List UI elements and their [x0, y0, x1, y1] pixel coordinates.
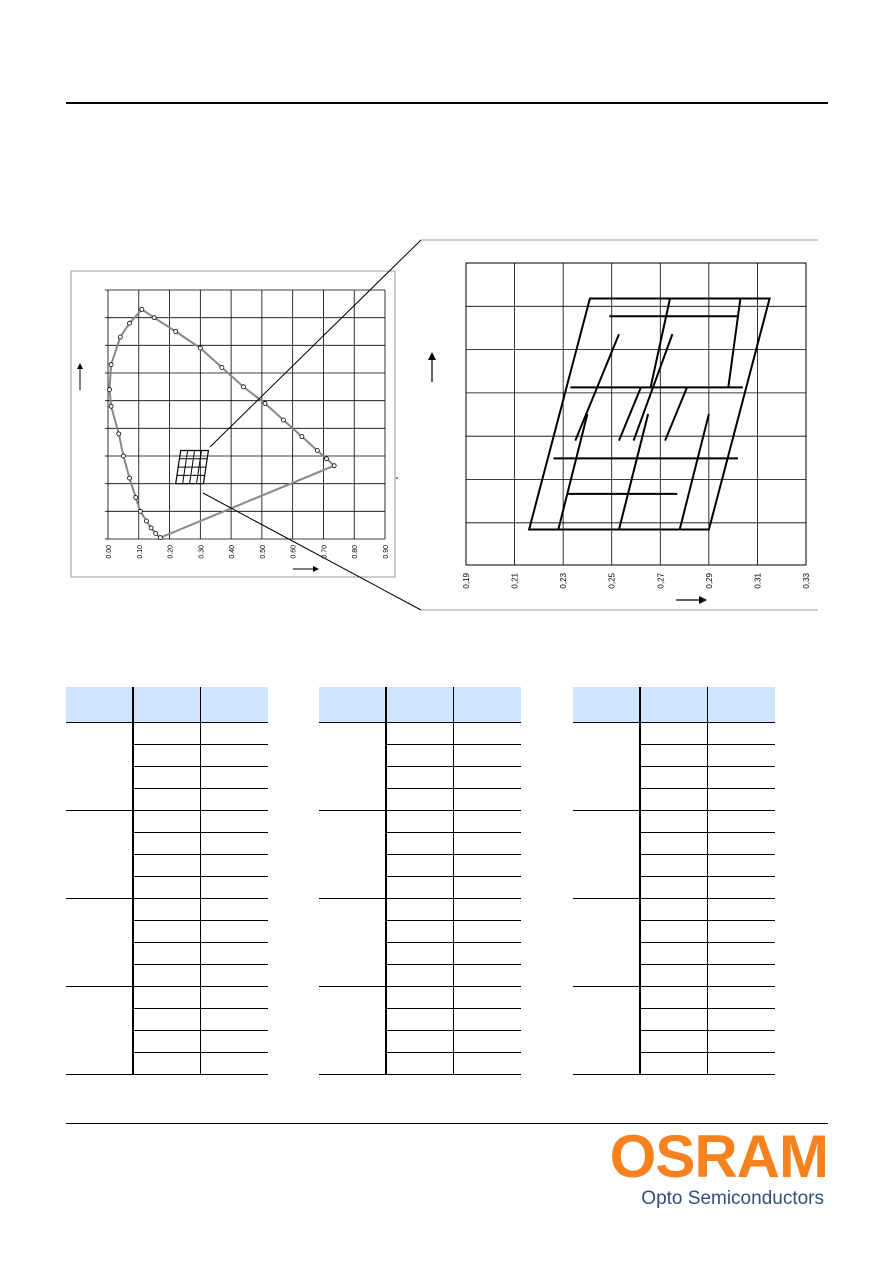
table-cell: [201, 899, 269, 921]
table-cell: [386, 745, 454, 767]
table-cell: [454, 789, 522, 811]
locus-point: [109, 363, 113, 367]
table-cell: [133, 745, 201, 767]
locus-point: [158, 536, 162, 540]
table-cell: [454, 855, 522, 877]
bin-divider: [728, 299, 740, 388]
table-cell: [708, 921, 776, 943]
table-cell: [386, 965, 454, 987]
table-cell: [201, 965, 269, 987]
group-cell: [573, 723, 640, 811]
locus-point: [315, 448, 319, 452]
locus-point: [281, 418, 285, 422]
table-row: [573, 899, 775, 921]
bin-table-3: [573, 687, 775, 1075]
table-cell: [201, 811, 269, 833]
table-cell: [640, 855, 708, 877]
x-tick-label: 0.50: [259, 545, 267, 559]
locus-point: [300, 435, 304, 439]
group-cell: [573, 987, 640, 1075]
table-cell: [454, 877, 522, 899]
group-cell: [66, 723, 133, 811]
group-cell: [319, 811, 386, 899]
locus-point: [332, 464, 336, 468]
x-tick-label: 0,33: [802, 573, 811, 589]
table-row: [573, 987, 775, 1009]
table-cell: [201, 745, 269, 767]
locus-point: [325, 457, 329, 461]
table-cell: [640, 767, 708, 789]
table-cell: [708, 723, 776, 745]
x-tick-label: 0,27: [656, 573, 666, 589]
plot-border: [466, 263, 806, 565]
group-cell: [573, 811, 640, 899]
table-cell: [386, 943, 454, 965]
table-cell: [454, 833, 522, 855]
table-header-cell: [454, 687, 522, 723]
table-cell: [133, 833, 201, 855]
table-header-row: [573, 687, 775, 723]
x-tick-label: 0,29: [704, 573, 714, 589]
table-cell: [201, 855, 269, 877]
table-cell: [640, 1053, 708, 1075]
locus-point: [117, 432, 121, 436]
locus-point: [220, 365, 224, 369]
table-cell: [133, 987, 201, 1009]
table-row: [319, 811, 521, 833]
table-cell: [386, 767, 454, 789]
table-row: [573, 811, 775, 833]
bin-divider: [680, 414, 709, 530]
table-cell: [708, 855, 776, 877]
locus-point: [138, 509, 142, 513]
group-cell: [66, 987, 133, 1075]
locus-point: [174, 330, 178, 334]
table-header-cell: [573, 687, 640, 723]
x-tick-label: 0,25: [607, 573, 617, 589]
group-cell: [319, 987, 386, 1075]
table-cell: [640, 965, 708, 987]
table-cell: [708, 1009, 776, 1031]
table-cell: [454, 899, 522, 921]
table-cell: [201, 1009, 269, 1031]
table-cell: [640, 987, 708, 1009]
table-cell: [454, 943, 522, 965]
table-cell: [133, 855, 201, 877]
bin-divider: [665, 387, 687, 440]
locus-point: [198, 346, 202, 350]
group-cell: [319, 899, 386, 987]
table-cell: [708, 1053, 776, 1075]
locus-point: [128, 476, 132, 480]
y-axis-arrowhead: [77, 363, 83, 369]
table-cell: [133, 767, 201, 789]
table-cell: [386, 899, 454, 921]
table-cell: [133, 1031, 201, 1053]
table-cell: [201, 943, 269, 965]
table-header-cell: [66, 687, 133, 723]
table-header-row: [66, 687, 268, 723]
logo-wordmark: OSRAM: [609, 1123, 828, 1190]
x-tick-label: 0.30: [198, 545, 206, 559]
table-cell: [386, 723, 454, 745]
table-cell: [640, 943, 708, 965]
table-header-cell: [319, 687, 386, 723]
x-tick-label: 0.80: [352, 545, 360, 559]
purple-line: [160, 466, 334, 538]
table-header-cell: [133, 687, 201, 723]
table-cell: [133, 723, 201, 745]
bin-table-1: [66, 687, 268, 1075]
table-cell: [454, 745, 522, 767]
table-cell: [640, 723, 708, 745]
x-tick-label: 0.70: [321, 545, 329, 559]
locus-point: [134, 496, 138, 500]
locus-point: [144, 519, 148, 523]
table-cell: [201, 1031, 269, 1053]
table-cell: [386, 921, 454, 943]
table-cell: [454, 987, 522, 1009]
locus-point: [149, 526, 153, 530]
table-cell: [133, 1053, 201, 1075]
table-cell: [640, 921, 708, 943]
table-cell: [201, 877, 269, 899]
x-tick-label: 0.40: [229, 545, 237, 559]
table-cell: [640, 877, 708, 899]
table-header-row: [319, 687, 521, 723]
bin-divider: [558, 414, 587, 530]
table-cell: [133, 877, 201, 899]
locus-point: [128, 321, 132, 325]
bin-table-2: [319, 687, 521, 1075]
table-cell: [201, 987, 269, 1009]
table-cell: [454, 1031, 522, 1053]
x-tick-label: 0,21: [510, 573, 520, 589]
table-cell: [201, 723, 269, 745]
table-cell: [708, 745, 776, 767]
table-row: [573, 723, 775, 745]
locus-point: [108, 388, 112, 392]
locus-point: [118, 335, 122, 339]
locus-point: [263, 401, 267, 405]
table-cell: [640, 1009, 708, 1031]
locus-point: [241, 385, 245, 389]
table-cell: [708, 987, 776, 1009]
table-cell: [386, 877, 454, 899]
locus-point: [152, 316, 156, 320]
table-header-cell: [201, 687, 269, 723]
table-cell: [708, 1031, 776, 1053]
cie-chart-zoom: [421, 240, 818, 610]
table-cell: [386, 811, 454, 833]
x-tick-label: 0.60: [290, 545, 298, 559]
table-cell: [640, 745, 708, 767]
table-cell: [386, 1053, 454, 1075]
table-cell: [454, 767, 522, 789]
table-row: [66, 987, 268, 1009]
table-cell: [201, 833, 269, 855]
table-cell: [133, 789, 201, 811]
table-row: [66, 899, 268, 921]
x-axis-arrowhead: [313, 566, 319, 572]
table-header-cell: [708, 687, 776, 723]
table-cell: [640, 811, 708, 833]
table-cell: [386, 1009, 454, 1031]
table-cell: [454, 921, 522, 943]
table-cell: [454, 1053, 522, 1075]
table-cell: [133, 943, 201, 965]
x-tick-label: 0.10: [136, 545, 144, 559]
table-cell: [133, 965, 201, 987]
table-cell: [201, 921, 269, 943]
table-cell: [454, 1009, 522, 1031]
group-cell: [66, 811, 133, 899]
table-row: [66, 723, 268, 745]
table-cell: [708, 899, 776, 921]
table-cell: [201, 767, 269, 789]
x-tick-label: 0,31: [753, 573, 763, 589]
osram-logo: [598, 1123, 828, 1218]
logo-subtitle: Opto Semiconductors: [641, 1188, 824, 1209]
x-tick-label: 0.00: [106, 545, 113, 559]
table-header-cell: [640, 687, 708, 723]
group-cell: [66, 899, 133, 987]
locus-point: [154, 531, 158, 535]
group-cell: [573, 899, 640, 987]
table-cell: [708, 965, 776, 987]
x-tick-label: 0.90: [383, 545, 390, 559]
table-cell: [201, 1053, 269, 1075]
table-cell: [640, 899, 708, 921]
table-cell: [708, 789, 776, 811]
table-cell: [133, 811, 201, 833]
table-cell: [386, 789, 454, 811]
x-tick-label: 0.20: [167, 545, 175, 559]
table-cell: [386, 987, 454, 1009]
table-cell: [640, 833, 708, 855]
table-row: [319, 899, 521, 921]
table-cell: [454, 965, 522, 987]
table-cell: [201, 789, 269, 811]
table-cell: [133, 1009, 201, 1031]
table-cell: [133, 899, 201, 921]
table-cell: [386, 833, 454, 855]
table-cell: [708, 833, 776, 855]
table-cell: [386, 855, 454, 877]
x-tick-label: 0,23: [559, 573, 569, 589]
table-row: [319, 723, 521, 745]
x-axis-arrowhead: [699, 596, 707, 604]
cie-chart-small: [71, 271, 398, 577]
locus-point: [140, 307, 144, 311]
table-cell: [454, 723, 522, 745]
table-cell: [708, 943, 776, 965]
locus-point: [121, 454, 125, 458]
table-header-cell: [386, 687, 454, 723]
table-cell: [708, 767, 776, 789]
x-tick-label: 0,19: [462, 573, 471, 589]
table-cell: [640, 1031, 708, 1053]
table-row: [319, 987, 521, 1009]
table-cell: [133, 921, 201, 943]
table-cell: [386, 1031, 454, 1053]
locus-point: [109, 404, 113, 408]
table-cell: [640, 789, 708, 811]
table-cell: [454, 811, 522, 833]
table-cell: [708, 877, 776, 899]
table-cell: [708, 811, 776, 833]
bin-divider: [619, 387, 641, 440]
y-axis-arrowhead: [428, 352, 436, 360]
group-cell: [319, 723, 386, 811]
table-row: [66, 811, 268, 833]
